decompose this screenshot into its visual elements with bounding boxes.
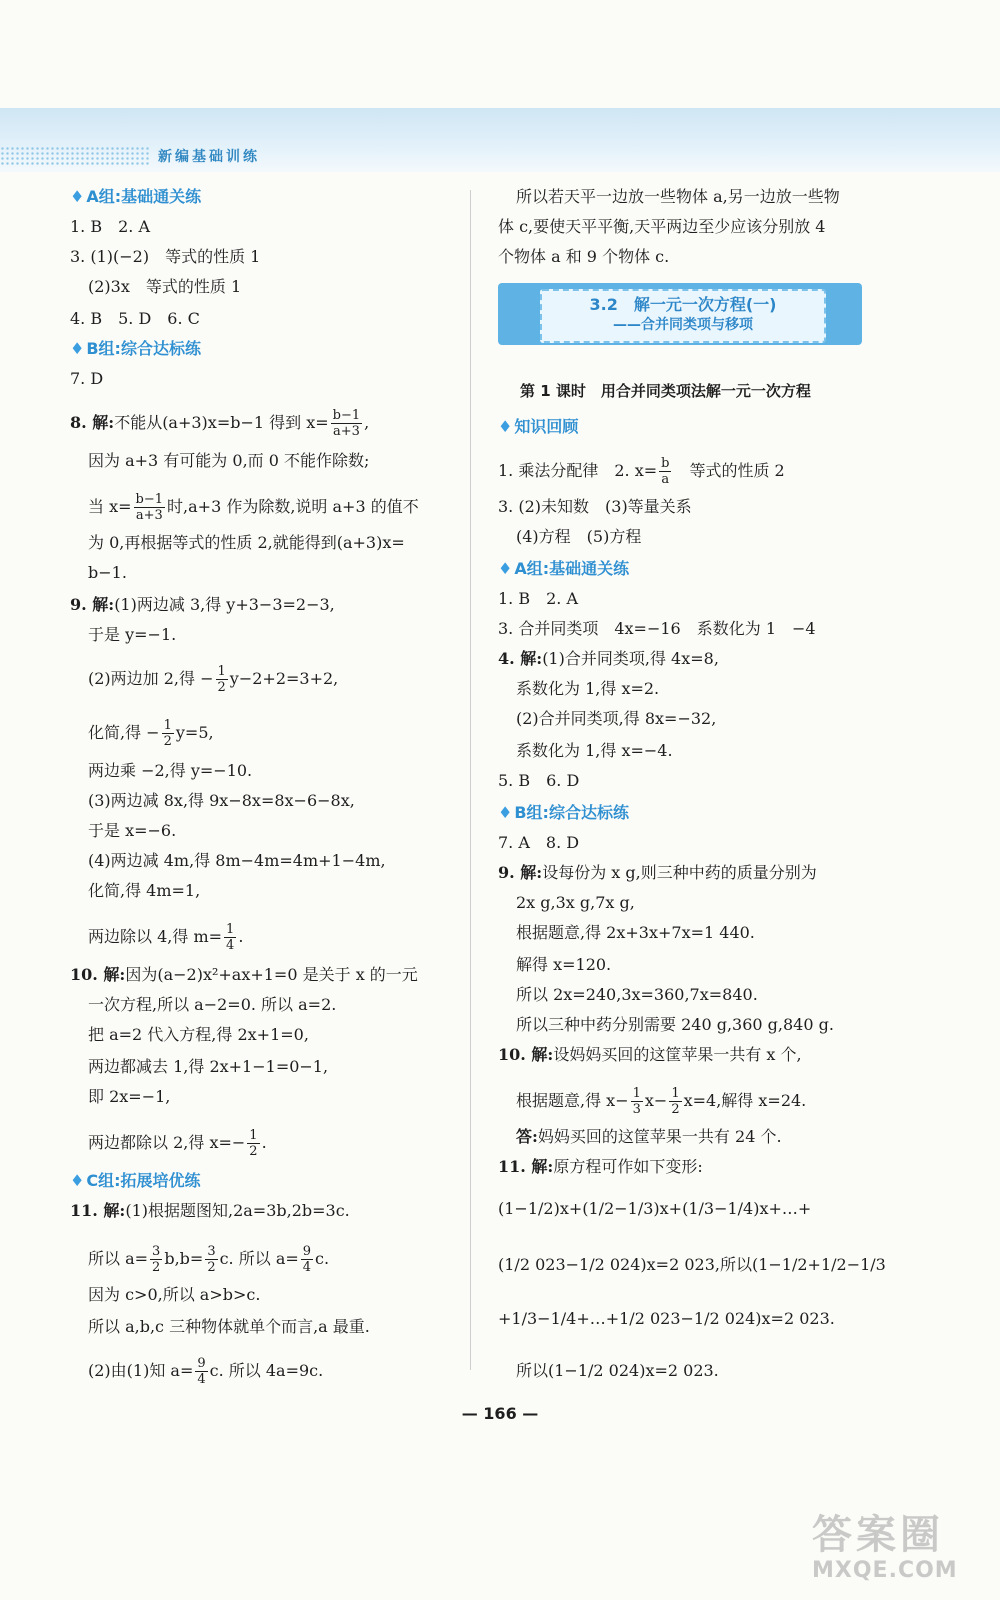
solution-line: (2)由(1)知 a= $\frac{9}{4}$ c. 所以 4a=9c. xyxy=(88,1356,324,1387)
solution-line: (2)合并同类项,得 8x=−32, xyxy=(516,709,717,728)
solution-line: 当 x= $\frac{b-1}{a+3}$ 时,a+3 作为除数,说明 a+3 的值不 xyxy=(88,492,419,523)
section-a-heading: ♦ A组:基础通关练 xyxy=(70,187,202,206)
solution-line: 答:妈妈买回的这筐苹果一共有 24 个. xyxy=(516,1127,782,1146)
solution-line: 于是 y=−1. xyxy=(88,625,177,644)
answer-line: 5. B 6. D xyxy=(498,771,580,790)
solution-line: 两边都除以 2,得 x=− $\frac{1}{2}$ . xyxy=(88,1128,267,1159)
fraction: $\frac{3}{2}$ xyxy=(207,1244,216,1275)
answer-line: 4. B 5. D 6. C xyxy=(70,309,200,328)
answer-line: (4)方程 (5)方程 xyxy=(516,527,642,546)
chapter-title-main: 3.2 解一元一次方程(一) xyxy=(589,295,777,314)
solution-line: 所以若天平一边放一些物体 a,另一边放一些物 xyxy=(516,187,840,206)
answer-line: 1. B 2. A xyxy=(70,217,151,236)
solution-line: 两边除以 4,得 m= $\frac{1}{4}$ . xyxy=(88,922,244,953)
fraction: $\frac{3}{2}$ xyxy=(152,1244,161,1275)
answer-line: 1. B 2. A xyxy=(498,589,579,608)
math-line: 所以(1−1/2 024)x=2 023. xyxy=(516,1361,719,1380)
solution-line: 所以 2x=240,3x=360,7x=840. xyxy=(516,985,758,1004)
diamond-icon: ♦ xyxy=(498,803,513,822)
solution-line: 8. 解:不能从(a+3)x=b−1 得到 x= $\frac{b-1}{a+3}$ , xyxy=(70,408,370,439)
solution-line: 系数化为 1,得 x=−4. xyxy=(516,741,673,760)
column-divider xyxy=(470,190,471,1370)
solution-line: (4)两边减 4m,得 8m−4m=4m+1−4m, xyxy=(88,851,386,870)
fraction: $\frac{1}{3}$ xyxy=(632,1086,641,1117)
solution-line: 系数化为 1,得 x=2. xyxy=(516,679,660,698)
diamond-icon: ♦ xyxy=(498,559,513,578)
solution-line: 所以 a,b,c 三种物体就单个而言,a 最重. xyxy=(88,1317,370,1336)
solution-line: 因为 a+3 有可能为 0,而 0 不能作除数; xyxy=(88,451,370,470)
answer-line: 3. 合并同类项 4x=−16 系数化为 1 −4 xyxy=(498,619,816,638)
solution-line: 11. 解:原方程可作如下变形: xyxy=(498,1157,703,1176)
diamond-icon: ♦ xyxy=(70,187,85,206)
fraction: $\frac{b}{a}$ xyxy=(661,456,670,487)
solution-line: 化简,得 4m=1, xyxy=(88,881,201,900)
solution-line: 根据题意,得 x− $\frac{1}{3}$ x− $\frac{1}{2}$ x=4,解得 x=24. xyxy=(516,1086,807,1117)
solution-line: 即 2x=−1, xyxy=(88,1087,171,1106)
answer-line: 7. A 8. D xyxy=(498,833,580,852)
fraction: $\frac{1}{2}$ xyxy=(217,664,226,695)
watermark-logo: 答案圈 MXQE.COM xyxy=(812,1512,958,1583)
solution-line: 一次方程,所以 a−2=0. 所以 a=2. xyxy=(88,995,337,1014)
solution-line: 化简,得 − $\frac{1}{2}$ y=5, xyxy=(88,718,214,749)
solution-line: 把 a=2 代入方程,得 2x+1=0, xyxy=(88,1025,309,1044)
solution-line: 体 c,要使天平平衡,天平两边至少应该分别放 4 xyxy=(498,217,826,236)
solution-line: (2)两边加 2,得 − $\frac{1}{2}$ y−2+2=3+2, xyxy=(88,664,339,695)
solution-line: 个物体 a 和 9 个物体 c. xyxy=(498,247,670,266)
fraction: $\frac{b-1}{a+3}$ xyxy=(135,492,164,523)
diamond-icon: ♦ xyxy=(70,1171,85,1190)
fraction: $\frac{1}{4}$ xyxy=(226,922,235,953)
solution-line: 10. 解:设妈妈买回的这筐苹果一共有 x 个, xyxy=(498,1045,802,1064)
fraction: $\frac{1}{2}$ xyxy=(163,718,172,749)
solution-line: 10. 解:因为(a−2)x²+ax+1=0 是关于 x 的一元 xyxy=(70,965,418,984)
diamond-icon: ♦ xyxy=(70,339,85,358)
chapter-title xyxy=(540,289,826,343)
solution-line: 9. 解:(1)两边减 3,得 y+3−3=2−3, xyxy=(70,595,335,614)
solution-line: 解得 x=120. xyxy=(516,955,612,974)
fraction: $\frac{9}{4}$ xyxy=(302,1244,312,1275)
solution-line: 为 0,再根据等式的性质 2,就能得到(a+3)x= xyxy=(88,533,405,552)
solution-line: 两边乘 −2,得 y=−10. xyxy=(88,761,253,780)
header-band xyxy=(0,108,1000,172)
answer-line: 3. (1)(−2) 等式的性质 1 xyxy=(70,247,261,266)
solution-line: (3)两边减 8x,得 9x−8x=8x−6−8x, xyxy=(88,791,355,810)
answer-line: 1. 乘法分配律 2. x= $\frac{b}{a}$ 等式的性质 2 xyxy=(498,456,785,487)
solution-line: 于是 x=−6. xyxy=(88,821,177,840)
answer-line: 7. D xyxy=(70,369,104,388)
math-line: (1/2 023−1/2 024)x=2 023,所以(1−1/2+1/2−1/3 xyxy=(498,1255,886,1274)
math-line: +1/3−1/4+…+1/2 023−1/2 024)x=2 023. xyxy=(498,1309,835,1328)
fraction: $\frac{b-1}{a+3}$ xyxy=(332,408,361,439)
solution-line: 根据题意,得 2x+3x+7x=1 440. xyxy=(516,923,755,942)
solution-line: 11. 解:(1)根据题图知,2a=3b,2b=3c. xyxy=(70,1201,350,1220)
section-c-heading: ♦ C组:拓展培优练 xyxy=(70,1171,201,1190)
section-b-heading: ♦ B组:综合达标练 xyxy=(70,339,201,358)
fraction: $\frac{1}{2}$ xyxy=(671,1086,680,1117)
solution-line: 4. 解:(1)合并同类项,得 4x=8, xyxy=(498,649,719,668)
solution-line: 9. 解:设每份为 x g,则三种中药的质量分别为 xyxy=(498,863,817,882)
header-dot-pattern xyxy=(0,146,150,166)
solution-line: 两边都减去 1,得 2x+1−1=0−1, xyxy=(88,1057,329,1076)
answer-line: 3. (2)未知数 (3)等量关系 xyxy=(498,497,692,516)
header-title: 新编基础训练 xyxy=(158,149,260,165)
diamond-icon: ♦ xyxy=(498,417,513,436)
chapter-title-sub: ——合并同类项与移项 xyxy=(613,317,753,333)
fraction: $\frac{1}{2}$ xyxy=(249,1128,258,1159)
section-review-heading: ♦ 知识回顾 xyxy=(498,417,579,436)
fraction: $\frac{9}{4}$ xyxy=(197,1356,206,1387)
page-number: — 166 — xyxy=(461,1404,539,1423)
answer-line: (2)3x 等式的性质 1 xyxy=(88,277,242,296)
solution-line: 所以三种中药分别需要 240 g,360 g,840 g. xyxy=(516,1015,834,1034)
lesson-title: 第 1 课时 用合并同类项法解一元一次方程 xyxy=(520,382,811,400)
section-a-heading: ♦ A组:基础通关练 xyxy=(498,559,630,578)
solution-line: 2x g,3x g,7x g, xyxy=(516,893,635,912)
solution-line: 所以 a= $\frac{3}{2}$ b,b= $\frac{3}{2}$ c. 所以 a= $\frac{9}{4}$ c. xyxy=(88,1244,330,1275)
solution-line: b−1. xyxy=(88,563,127,582)
section-b-heading: ♦ B组:综合达标练 xyxy=(498,803,629,822)
solution-line: 因为 c>0,所以 a>b>c. xyxy=(88,1285,261,1304)
math-line: (1−1/2)x+(1/2−1/3)x+(1/3−1/4)x+…+ xyxy=(498,1199,812,1218)
